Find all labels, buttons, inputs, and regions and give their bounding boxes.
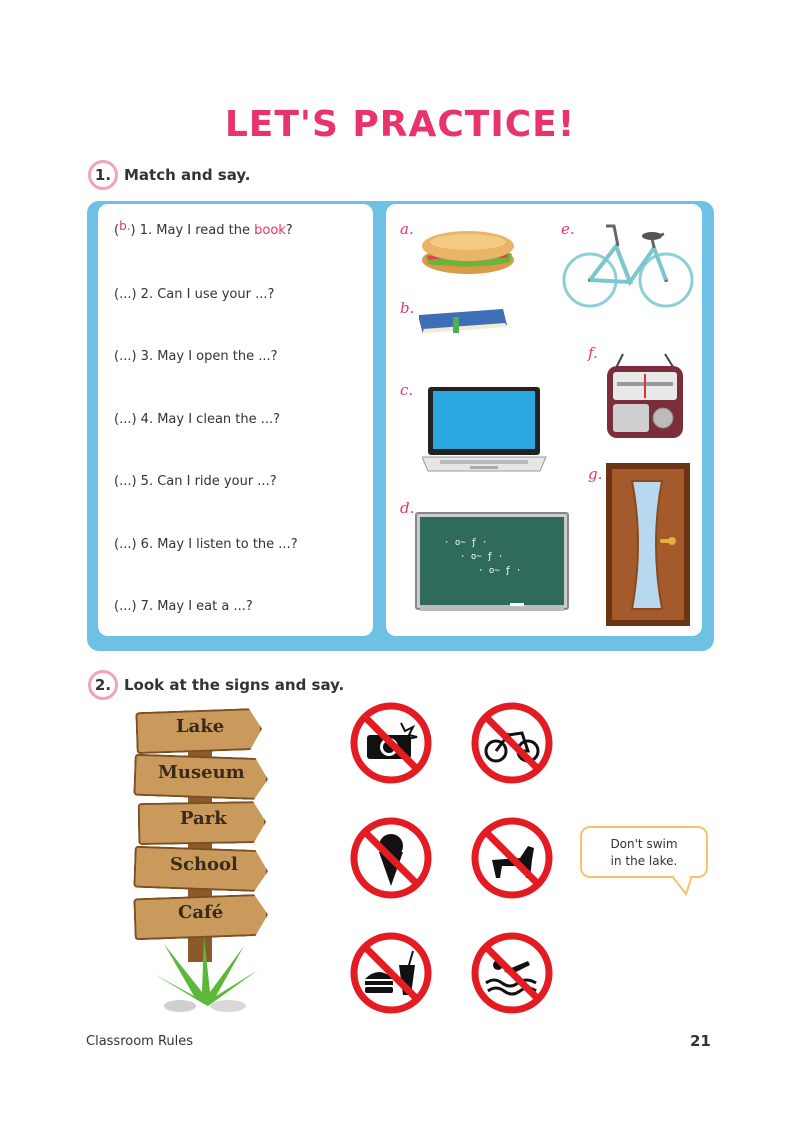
laptop-icon	[422, 385, 548, 477]
label-f: f.	[588, 344, 598, 362]
sign-lake: Lake	[176, 716, 225, 737]
svg-text:· o~ ƒ ·: · o~ ƒ ·	[444, 538, 488, 548]
question-7: (...) 7. May I eat a ...?	[114, 599, 253, 614]
book-icon	[415, 303, 511, 335]
sign-cafe: Café	[178, 902, 224, 923]
section-1-number: 1.	[88, 160, 118, 190]
svg-text:· o~ ƒ ·: · o~ ƒ ·	[460, 552, 504, 562]
section-2-number: 2.	[88, 670, 118, 700]
keyword-book: book	[254, 223, 286, 238]
speech-bubble	[580, 826, 708, 878]
section-2-title: Look at the signs and say.	[124, 676, 345, 694]
sign-park: Park	[180, 808, 227, 829]
question-4: (...) 4. May I clean the ...?	[114, 412, 281, 427]
speech-bubble-tail	[672, 876, 694, 896]
label-d: d.	[400, 499, 415, 517]
section-1-title: Match and say.	[124, 166, 251, 184]
radio-icon	[605, 352, 685, 440]
label-g: g.	[588, 465, 603, 483]
bubble-line-2: in the lake.	[610, 854, 678, 868]
door-icon	[606, 463, 690, 626]
question-1: (b.) 1. May I read the book?	[114, 219, 293, 238]
question-5: (...) 5. Can I ride your ...?	[114, 474, 277, 489]
sandwich-icon	[418, 226, 518, 282]
label-c: c.	[400, 381, 414, 399]
blackboard-icon	[414, 511, 570, 615]
bicycle-icon	[560, 220, 696, 312]
sign-museum: Museum	[158, 762, 245, 783]
bubble-line-1: Don't swim	[610, 837, 678, 851]
answer-1: b.	[119, 219, 131, 233]
grass-icon	[144, 934, 264, 1014]
no-ice-cream-sign-icon	[349, 816, 433, 900]
page-number: 21	[690, 1032, 711, 1050]
no-swimming-sign-icon	[470, 931, 554, 1015]
label-b: b.	[400, 299, 415, 317]
no-photography-sign-icon	[349, 701, 433, 785]
footer-unit-title: Classroom Rules	[86, 1034, 194, 1049]
no-food-drink-sign-icon	[349, 931, 433, 1015]
no-bicycles-sign-icon	[470, 701, 554, 785]
no-dogs-sign-icon	[470, 816, 554, 900]
label-e: e.	[561, 220, 575, 238]
svg-text:· o~ ƒ ·: · o~ ƒ ·	[478, 566, 522, 576]
sign-school: School	[170, 854, 238, 875]
page-title: LET'S PRACTICE!	[224, 104, 576, 145]
question-3: (...) 3. May I open the ...?	[114, 349, 278, 364]
question-6: (...) 6. May I listen to the ...?	[114, 537, 298, 552]
question-2: (...) 2. Can I use your ...?	[114, 287, 275, 302]
signpost	[132, 702, 272, 1018]
label-a: a.	[400, 220, 414, 238]
